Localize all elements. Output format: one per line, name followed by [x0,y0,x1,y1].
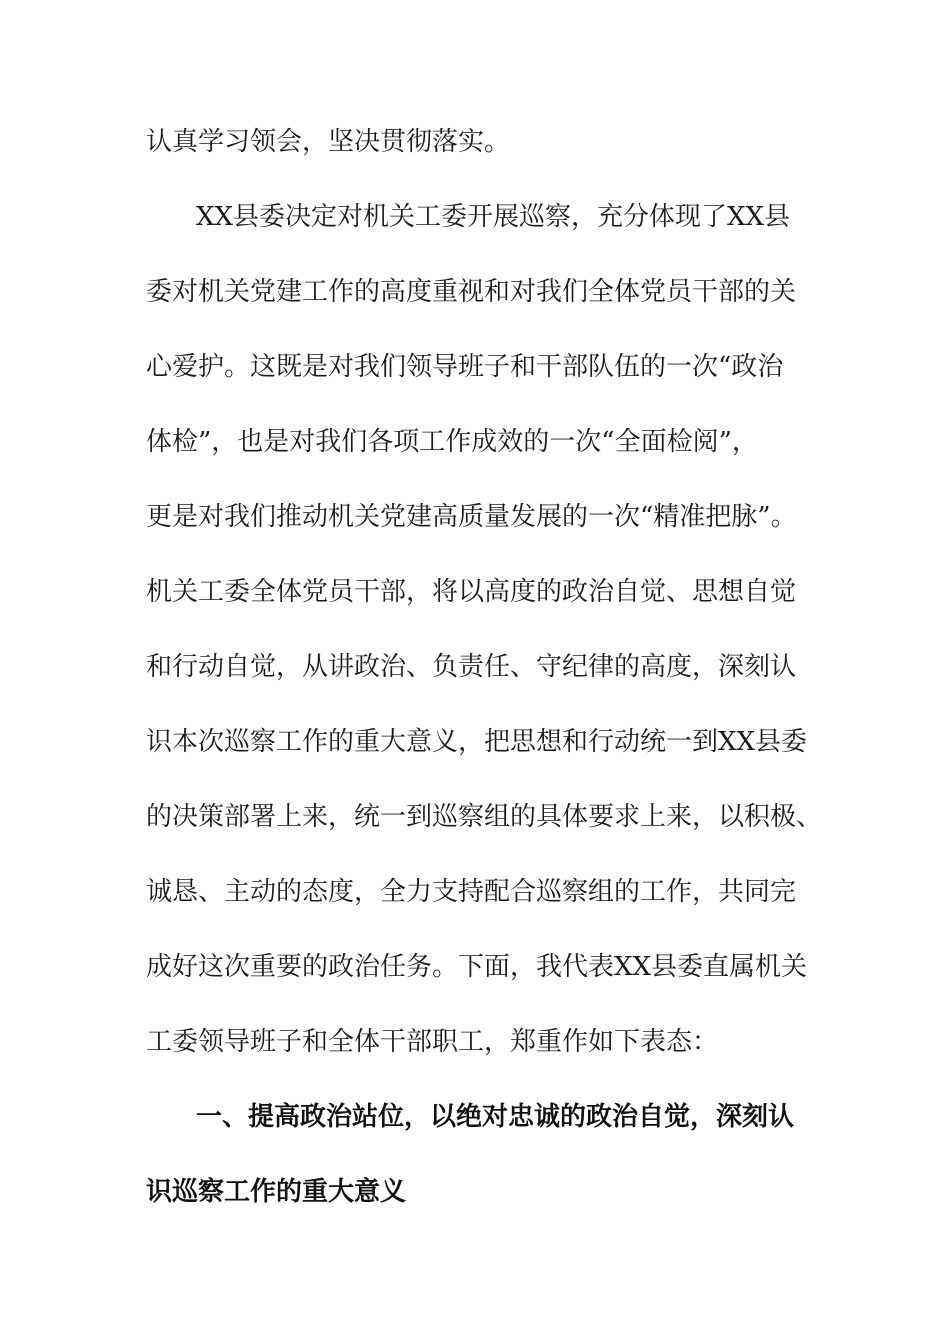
section-heading-line-2: 识巡察工作的重大意义 [146,1177,407,1207]
paragraph-line: 的决策部署上来，统一到巡察组的具体要求上来，以积极、 [146,802,823,832]
paragraph-line: 机关工委全体党员干部，将以高度的政治自觉、思想自觉 [146,577,797,607]
paragraph-line: 体检”，也是对我们各项工作成效的一次“全面检阅”， [146,427,758,457]
paragraph-line: 委对机关党建工作的高度重视和对我们全体党员干部的关 [146,277,797,307]
paragraph-line: 和行动自觉，从讲政治、负责任、守纪律的高度，深刻认 [146,652,797,682]
paragraph-line: 成好这次重要的政治任务。下面，我代表XX县委直属机关 [146,952,808,982]
section-heading-line-1: 一、提高政治站位，以绝对忠诚的政治自觉，深刻认 [196,1102,795,1132]
paragraph-line: 识本次巡察工作的重大意义，把思想和行动统一到XX县委 [146,727,808,757]
paragraph-line: 更是对我们推动机关党建高质量发展的一次“精准把脉”。 [146,502,797,532]
paragraph-line: 诚恳、主动的态度，全力支持配合巡察组的工作，共同完 [146,877,797,907]
paragraph-line: 心爱护。这既是对我们领导班子和干部队伍的一次“政治 [146,352,784,382]
paragraph-line: XX县委决定对机关工委开展巡察，充分体现了XX县 [196,202,791,232]
paragraph-line: 认真学习领会，坚决贯彻落实。 [146,127,511,157]
paragraph-line: 工委领导班子和全体干部职工，郑重作如下表态： [146,1027,719,1057]
